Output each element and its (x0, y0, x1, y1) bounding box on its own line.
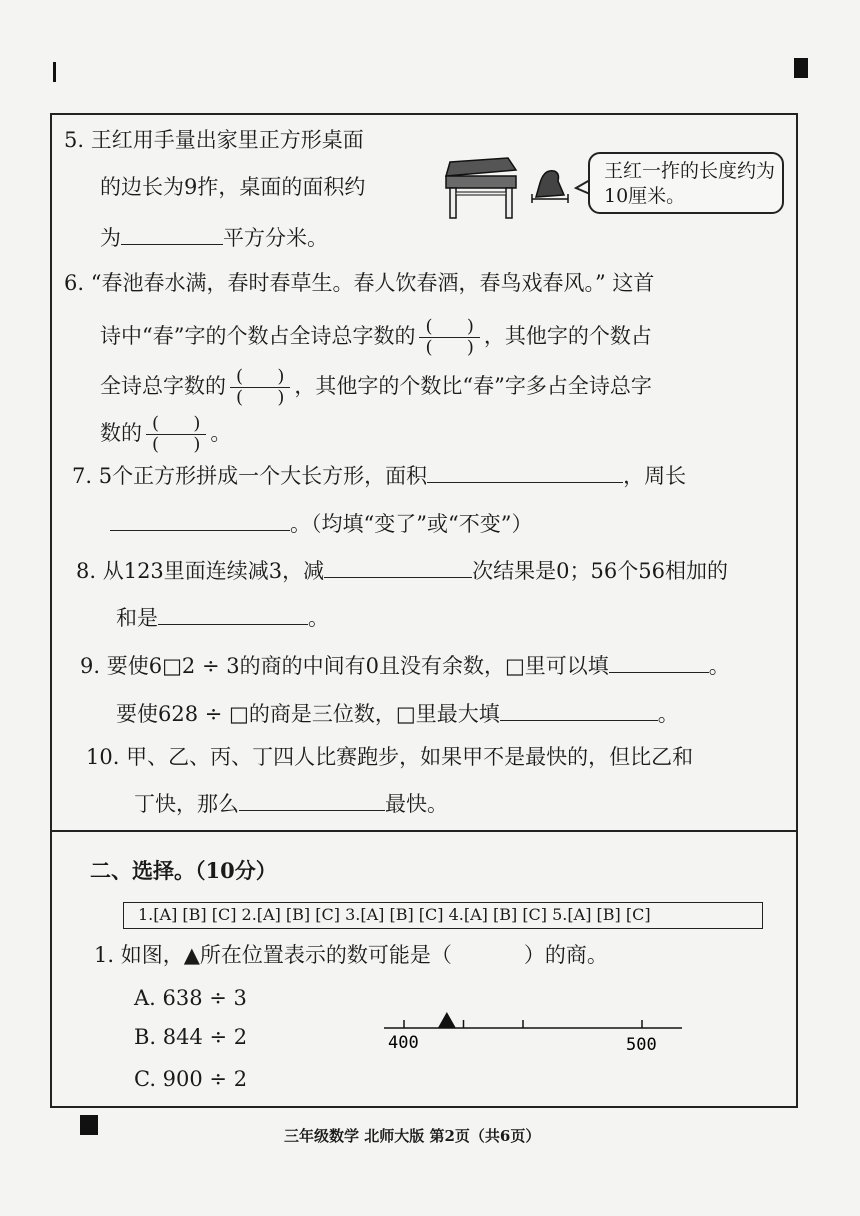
q7-line1: 7. 5个正方形拼成一个大长方形，面积 ，周长 (72, 460, 686, 491)
corner-mark-top-right (794, 58, 808, 78)
q8-line2: 和是 。 (116, 602, 329, 633)
q7-area-blank[interactable] (427, 460, 623, 483)
number-line-start-label: 400 (388, 1033, 419, 1053)
q6-line2: 诗中“春”字的个数占全诗总字数的 $\frac{( )}{( )}$ ，其他字的个数占 (100, 316, 652, 358)
q6-fraction-1[interactable]: $\frac{( )}{( )}$ (419, 317, 479, 358)
choice1-option-a[interactable]: A. 638 ÷ 3 (134, 986, 247, 1010)
table-illustration (444, 154, 518, 220)
section-divider (50, 830, 798, 832)
corner-mark-top-left (53, 62, 56, 82)
q9-max-blank[interactable] (500, 698, 658, 721)
q7-line2: 。（均填“变了”或“不变”） (110, 508, 532, 539)
q8-line1: 8. 从123里面连续减3，减 次结果是0；56个56相加的 (76, 555, 728, 586)
corner-mark-bottom-left (80, 1115, 98, 1135)
choice1-option-b[interactable]: B. 844 ÷ 2 (134, 1025, 248, 1049)
q9-line1: 9. 要使6□2 ÷ 3的商的中间有0且没有余数，□里可以填 。 (80, 650, 730, 681)
q8-times-blank[interactable] (324, 555, 472, 578)
q10-line2: 丁快，那么 最快。 (134, 788, 448, 819)
q5-line3: 为 平方分米。 (100, 222, 328, 253)
q6-line1: 6. “春池春水满，春时春草生。春人饮春酒，春鸟戏春风。” 这首 (64, 271, 655, 295)
q5-line1: 5. 王红用手量出家里正方形桌面 (64, 128, 364, 152)
q6-line3: 全诗总字数的 $\frac{( )}{( )}$ ，其他字的个数比“春”字多占全诗总字 (100, 366, 652, 408)
number-line-end-label: 500 (626, 1035, 657, 1055)
q6-line4: 数的 $\frac{( )}{( )}$ 。 (100, 413, 232, 455)
choice1-option-c[interactable]: C. 900 ÷ 2 (134, 1067, 248, 1091)
q9-line2: 要使628 ÷ □的商是三位数，□里最大填 。 (116, 698, 679, 729)
speech-bubble: 王红一拃的长度约为10厘米。 (588, 152, 784, 214)
number-line (380, 1002, 690, 1058)
answer-card-row[interactable]: 1.[A] [B] [C] 2.[A] [B] [C] 3.[A] [B] [C] 4.[A] [B] [C] 5.[A] [B] [C] (123, 902, 763, 929)
q8-sum-blank[interactable] (158, 602, 308, 625)
q6-fraction-2[interactable]: $\frac{( )}{( )}$ (230, 367, 290, 408)
section2-title: 二、选择。（10分） (90, 858, 277, 883)
triangle-icon (438, 1012, 456, 1028)
q10-answer-blank[interactable] (239, 788, 385, 811)
q5-answer-blank[interactable] (121, 222, 223, 245)
q5-line2: 的边长为9拃，桌面的面积约 (100, 175, 366, 199)
q10-line1: 10. 甲、乙、丙、丁四人比赛跑步，如果甲不是最快的，但比乙和 (86, 745, 694, 769)
choice1-question: 1. 如图，▲所在位置表示的数可能是（ ）的商。 (94, 943, 608, 967)
q6-fraction-3[interactable]: $\frac{( )}{( )}$ (146, 414, 206, 455)
page-footer: 三年级数学 北师大版 第2页（共6页） (284, 1127, 541, 1145)
hand-span-icon (530, 165, 572, 205)
q9-digit-blank[interactable] (609, 650, 709, 673)
q7-perimeter-blank[interactable] (110, 508, 290, 531)
